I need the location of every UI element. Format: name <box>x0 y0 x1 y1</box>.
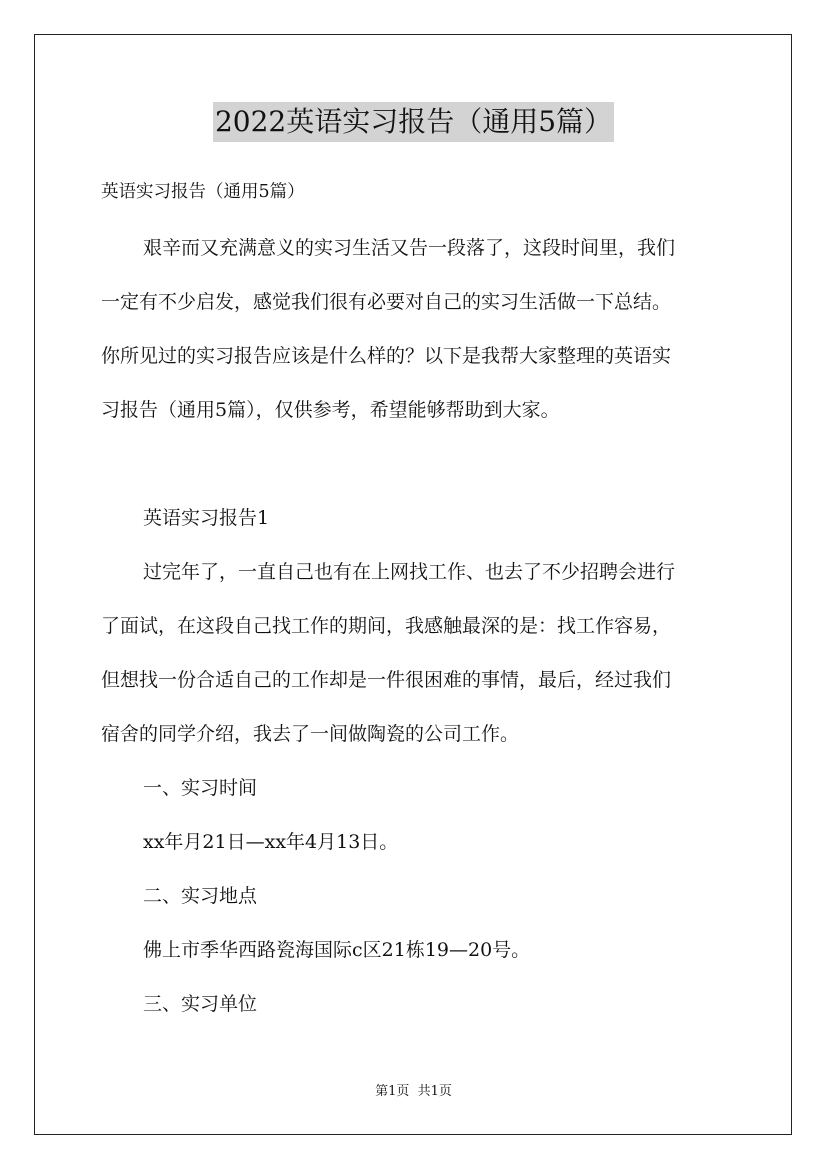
item-heading-internship-unit: 三、实习单位 <box>143 993 258 1015</box>
title-wrap <box>0 102 827 142</box>
body-line: 宿舍的同学介绍，我去了一间做陶瓷的公司工作。 <box>101 723 520 745</box>
item-heading-internship-time: 一、实习时间 <box>143 777 258 799</box>
document-body <box>101 176 726 1031</box>
intro-line: 你所见过的实习报告应该是什么样的？以下是我帮大家整理的英语实 <box>101 345 672 367</box>
intro-line: 习报告（通用5篇），仅供参考，希望能够帮助到大家。 <box>101 399 560 421</box>
page-footer: 第1页 共1页 <box>375 1084 452 1099</box>
item-heading-internship-location: 二、实习地点 <box>143 885 258 907</box>
item-text-internship-location: 佛上市季华西路瓷海国际c区21栋19—20号。 <box>143 939 531 961</box>
intro-line: 艰辛而又充满意义的实习生活又告一段落了，这段时间里，我们 <box>143 237 676 259</box>
body-line: 了面试，在这段自己找工作的期间，我感触最深的是：找工作容易， <box>101 615 672 637</box>
paragraph-spacer <box>101 437 726 491</box>
body-line: 过完年了，一直自己也有在上网找工作、也去了不少招聘会进行 <box>143 561 676 583</box>
intro-line: 一定有不少启发，感觉我们很有必要对自己的实习生活做一下总结。 <box>101 291 672 313</box>
section-heading: 英语实习报告1 <box>143 507 270 529</box>
body-line: 但想找一份合适自己的工作却是一件很困难的事情，最后，经过我们 <box>101 669 672 691</box>
document-title: 2022英语实习报告（通用5篇） <box>213 102 614 142</box>
document-subtitle: 英语实习报告（通用5篇） <box>101 182 305 202</box>
item-text-internship-time: xx年月21日—xx年4月13日。 <box>143 831 399 853</box>
